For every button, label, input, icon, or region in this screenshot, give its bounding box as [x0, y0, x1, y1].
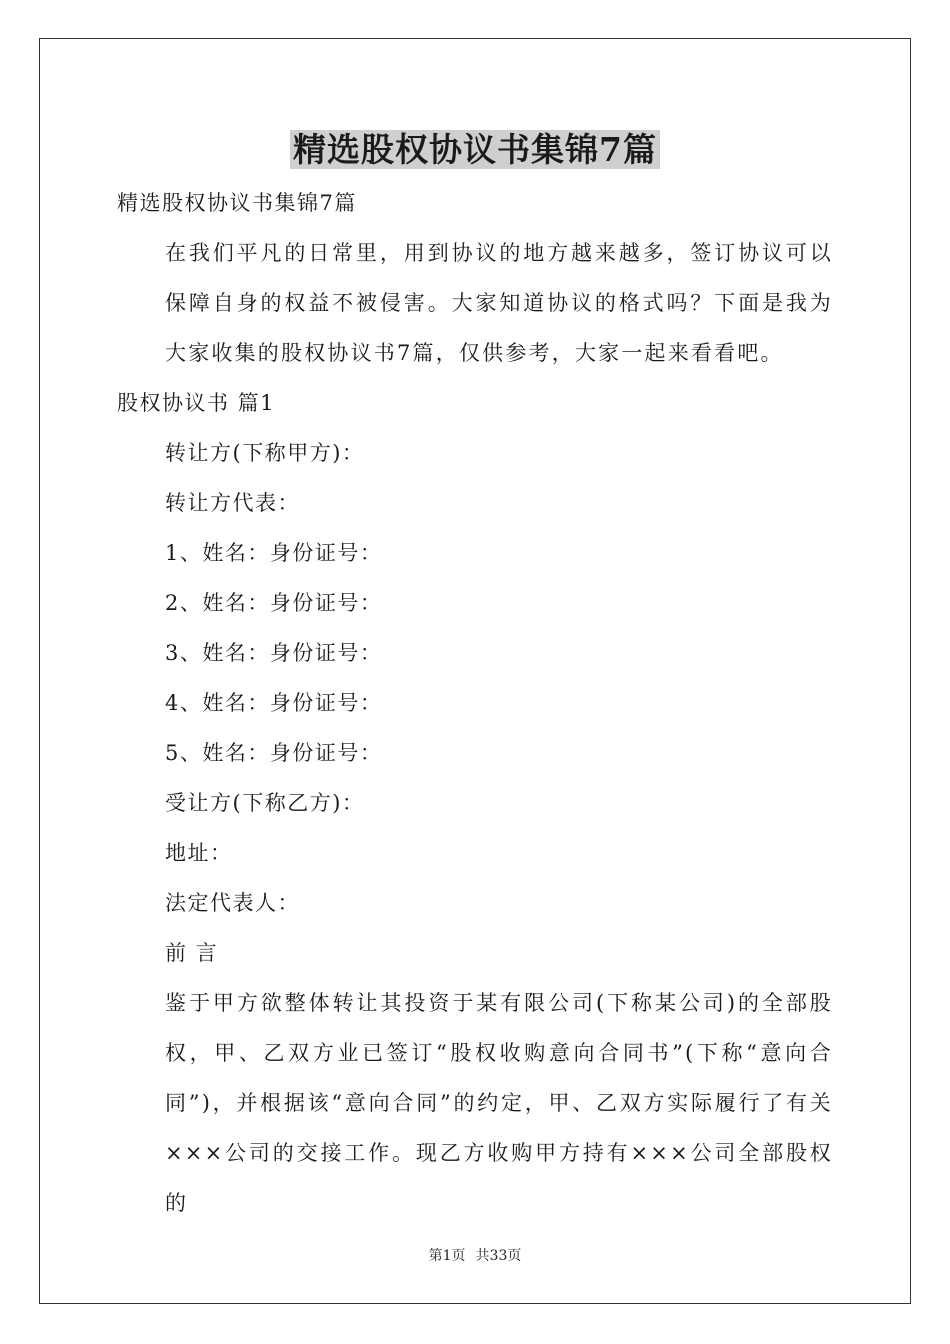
rep-item-2: 2、姓名：身份证号： [165, 591, 383, 615]
intro-paragraph: 在我们平凡的日常里，用到协议的地方越来越多，签订协议可以保障自身的权益不被侵害。大家知道协议的格式吗？下面是我为大家收集的股权协议书7篇，仅供参考，大家一起来看看吧。 [165, 241, 833, 365]
page-footer [0, 1246, 950, 1266]
rep-item-1: 1、姓名：身份证号： [165, 541, 383, 565]
document-body [117, 178, 833, 1228]
rep-item-3: 3、姓名：身份证号： [165, 641, 383, 665]
rep-item-5: 5、姓名：身份证号： [165, 741, 383, 765]
section-heading: 股权协议书 篇1 [117, 391, 276, 415]
document-title [0, 128, 950, 172]
page-total: 共33页 [475, 1248, 522, 1264]
document-title-text: 精选股权协议书集锦7篇 [290, 130, 660, 169]
transferor-rep-line: 转让方代表： [165, 491, 300, 515]
transferor-line: 转让方(下称甲方)： [165, 441, 365, 465]
preface-paragraph: 鉴于甲方欲整体转让其投资于某有限公司(下称某公司)的全部股权，甲、乙双方业已签订“股权收购意向合同书”(下称“意向合同”)，并根据该“意向合同”的约定，甲、乙双方实际履行了有关×××公司的交接工作。现乙方收购甲方持有×××公司全部股权的 [165, 991, 833, 1215]
address-line: 地址： [165, 841, 233, 865]
rep-item-4: 4、姓名：身份证号： [165, 691, 383, 715]
preface-heading: 前 言 [165, 941, 219, 965]
legal-rep-line: 法定代表人： [165, 891, 300, 915]
transferee-line: 受让方(下称乙方)： [165, 791, 365, 815]
subtitle-paragraph: 精选股权协议书集锦7篇 [117, 191, 357, 215]
page-number: 第1页 [428, 1248, 466, 1264]
